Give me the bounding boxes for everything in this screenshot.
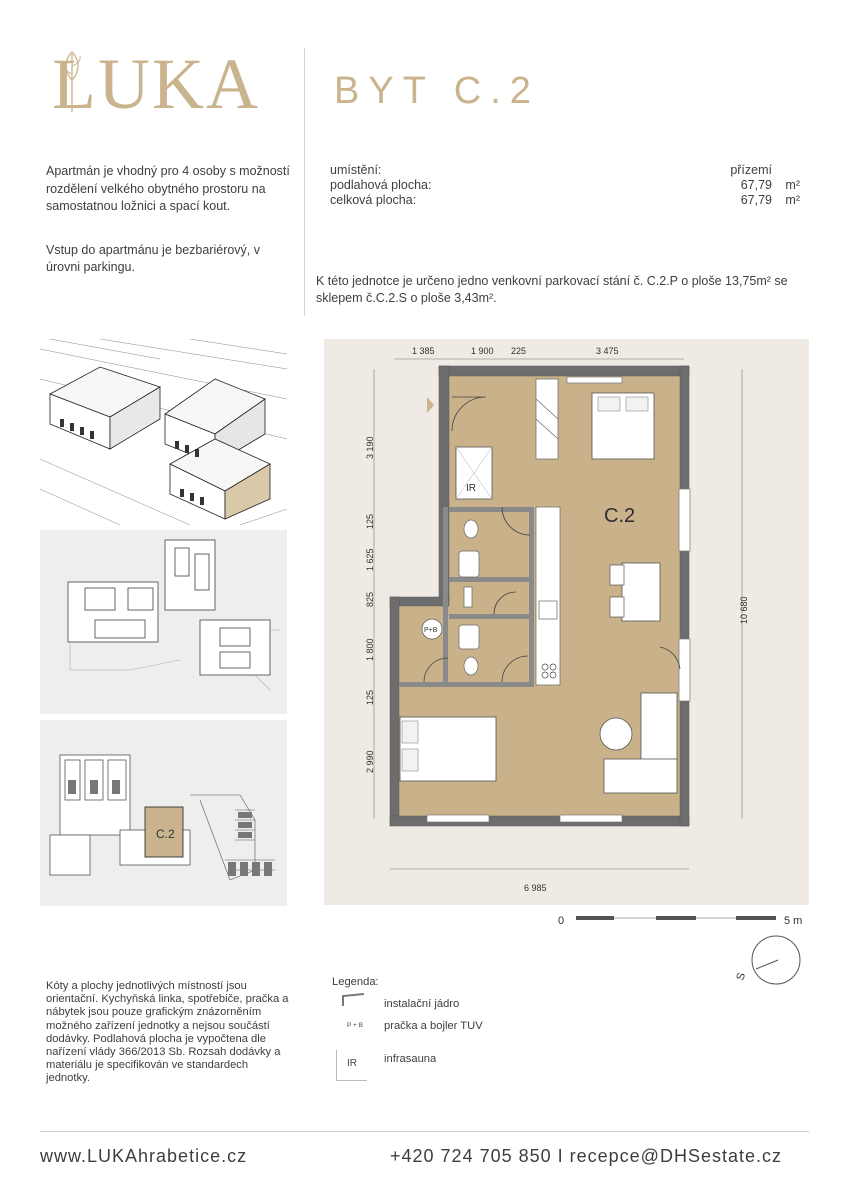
washer-boiler-icon: P + B — [347, 1022, 363, 1029]
page-title: BYT C.2 — [334, 70, 540, 112]
dim-left-6: 125 — [365, 689, 375, 705]
dim-left-1: 3 190 — [365, 436, 375, 459]
spec-value-wrap — [730, 163, 800, 178]
spec-unit: m² — [785, 193, 800, 207]
building-3d-view — [40, 339, 287, 525]
dim-right: 10 680 — [739, 596, 749, 624]
compass-label: S — [734, 971, 749, 982]
floor-plan — [324, 339, 809, 905]
spec-unit: m² — [785, 178, 800, 192]
site-plan-unit-label: C.2 — [156, 827, 175, 841]
legend-title: Legenda: — [332, 976, 379, 988]
header-divider — [304, 48, 305, 316]
intro-paragraph-1: Apartmán je vhodný pro 4 osoby s možností rozdělení velkého obytného prostoru na samostatnou ložnici a spací kout. — [46, 164, 290, 213]
dim-top-2: 1 900 — [471, 346, 494, 356]
legend-item-installation: instalační jádro — [384, 998, 460, 1010]
scale-end: 5 m — [784, 915, 803, 927]
spec-row-floor-area — [330, 178, 800, 193]
legend-item-washer: pračka a bojler TUV — [384, 1020, 483, 1032]
dim-left-2: 125 — [365, 513, 375, 529]
unit-label: C.2 — [604, 505, 636, 527]
brand-logo: LUKA — [52, 44, 260, 124]
dim-left-3: 1 625 — [365, 548, 375, 571]
wall-right — [680, 366, 689, 826]
spec-label: umístění: — [330, 163, 382, 177]
washer-boiler-label: P+B — [424, 627, 438, 634]
site-location-plan — [40, 720, 287, 906]
footer-divider — [40, 1131, 809, 1132]
specs-table — [330, 163, 800, 208]
intro-paragraph-2: Vstup do apartmánu je bezbariérový, v úrovni parkingu. — [46, 242, 261, 274]
entrance-arrow-icon — [427, 397, 434, 413]
scale-start: 0 — [558, 915, 565, 927]
dim-left-4: 825 — [365, 591, 375, 607]
scale-bar — [556, 912, 808, 932]
spec-value: přízemí — [730, 163, 772, 177]
floor-plan-drawing — [324, 339, 809, 905]
wall-left-lower — [390, 597, 399, 825]
dim-bottom: 6 985 — [524, 883, 547, 893]
dim-left-7: 2 990 — [365, 750, 375, 773]
roof-site-plan — [40, 530, 287, 714]
installation-core-icon — [342, 993, 366, 1007]
intro-text — [46, 163, 296, 303]
spec-row-total-area — [330, 193, 800, 208]
infrasauna-label: IR — [466, 483, 476, 494]
site-plan-drawing — [40, 720, 287, 906]
footer-website-link[interactable]: www.LUKAhrabetice.cz — [40, 1146, 248, 1166]
spec-value-wrap — [741, 178, 800, 193]
building-3d-illustration — [40, 339, 287, 525]
dim-top-1: 1 385 — [412, 346, 435, 356]
dim-left-5: 1 800 — [365, 638, 375, 661]
spec-label: podlahová plocha: — [330, 178, 432, 192]
dim-top-4: 3 475 — [596, 346, 619, 356]
legend-item-infrasauna: infrasauna — [384, 1053, 437, 1065]
spec-row-location — [330, 163, 800, 178]
spec-value: 67,79 — [740, 193, 772, 207]
spec-value: 67,79 — [740, 178, 772, 192]
parking-text: K této jednotce je určeno jedno venkovní parkovací stání č. C.2.P o ploše 13,75m² se sklepem č.C.2.S o ploše 3,43m². — [316, 274, 788, 305]
wall-top — [439, 366, 689, 376]
spec-value-wrap — [741, 193, 800, 208]
round-table — [600, 718, 632, 750]
footer-contact[interactable]: +420 724 705 850 I recepce@DHSestate.cz — [390, 1146, 782, 1166]
dim-top-3: 225 — [511, 346, 527, 356]
roof-plan-drawing — [40, 530, 287, 714]
kitchen-sink — [539, 601, 557, 619]
infrasauna-icon: IR — [336, 1050, 367, 1081]
spec-label: celková plocha: — [330, 193, 417, 207]
dining-table — [622, 563, 660, 621]
disclaimer-notes: Kóty a plochy jednotlivých místností jsou orientační. Kychyňská linka, spotřebiče, pračka a nábytek jsou pouze grafickým znázorněním možného zařízení jednotky a nejsou součástí dodávky. Podlahová plocha je vypočtena dle nařízení vlády 366/2013 Sb. Rozsah dodávky a materiálu je specifikován ve standardech jednotky. — [46, 980, 289, 1085]
compass-icon — [730, 935, 810, 995]
